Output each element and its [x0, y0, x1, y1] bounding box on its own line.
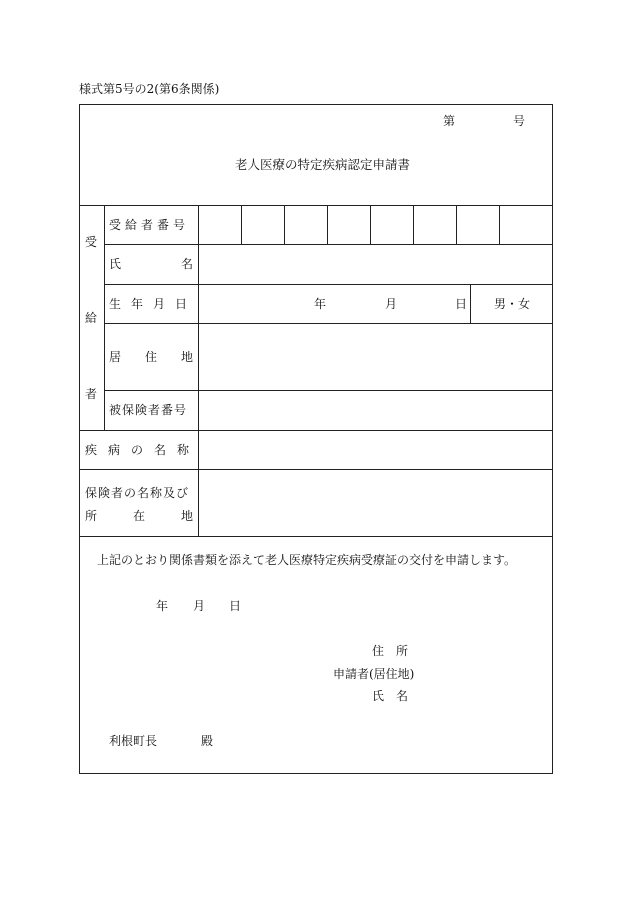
number-suffix: 号	[513, 114, 526, 128]
address-label: 地	[181, 350, 194, 364]
form-title: 老人医療の特定疾病認定申請書	[235, 157, 411, 172]
group-column-divider	[104, 205, 105, 430]
applicant-address-label: 住 所	[372, 644, 409, 658]
group-char: 受	[85, 235, 98, 249]
date-day-unit: 日	[229, 599, 242, 613]
insured-number-label: 被保険者番号	[109, 403, 188, 417]
insurer-label: 地	[181, 509, 194, 523]
address-label: 居	[109, 350, 122, 364]
number-box-divider	[327, 205, 328, 244]
label-column-divider	[198, 205, 199, 536]
insurer-label: 所	[85, 509, 98, 523]
date-year-unit: 年	[156, 599, 169, 613]
application-form	[79, 104, 553, 774]
number-box-divider	[456, 205, 457, 244]
divider-row3	[104, 323, 553, 324]
sex-option: 男・女	[494, 297, 531, 311]
birth-day-unit: 日	[455, 297, 468, 311]
birth-month-unit: 月	[385, 297, 398, 311]
divider-row4	[104, 390, 553, 391]
birthdate-label: 生年月日	[109, 297, 198, 311]
number-box-divider	[413, 205, 414, 244]
insurer-label: 在	[133, 509, 146, 523]
group-char: 給	[85, 311, 98, 325]
honorific: 殿	[201, 734, 214, 748]
name-label: 氏	[109, 257, 122, 271]
divider-row6	[80, 469, 553, 470]
name-label: 名	[181, 257, 194, 271]
divider-header	[80, 205, 553, 206]
date-month-unit: 月	[193, 599, 206, 613]
disease-name-label: 疾病の名称	[85, 443, 201, 457]
number-box-divider	[284, 205, 285, 244]
divider-row7	[80, 536, 553, 537]
number-box-divider	[241, 205, 242, 244]
declaration-statement: 上記のとおり関係書類を添えて老人医療特定疾病受療証の交付を申請します。	[97, 553, 517, 567]
birth-year-unit: 年	[314, 297, 327, 311]
divider-row1	[104, 244, 553, 245]
recipient-number-label: 受給者番号	[109, 218, 190, 232]
applicant-label: 申請者(居住地)	[333, 667, 415, 681]
number-prefix: 第	[443, 114, 456, 128]
insurer-label: 保険者の名称及び	[85, 486, 190, 500]
divider-row2	[104, 284, 553, 285]
number-box-divider	[370, 205, 371, 244]
divider-row5	[80, 430, 553, 431]
form-number-label: 様式第5号の2(第6条関係)	[79, 82, 220, 96]
applicant-name-label: 氏 名	[372, 689, 409, 703]
number-box-divider	[499, 205, 500, 244]
address-label: 住	[145, 350, 158, 364]
sex-column-divider	[470, 284, 471, 323]
group-char: 者	[85, 387, 98, 401]
addressee: 利根町長	[109, 734, 158, 748]
